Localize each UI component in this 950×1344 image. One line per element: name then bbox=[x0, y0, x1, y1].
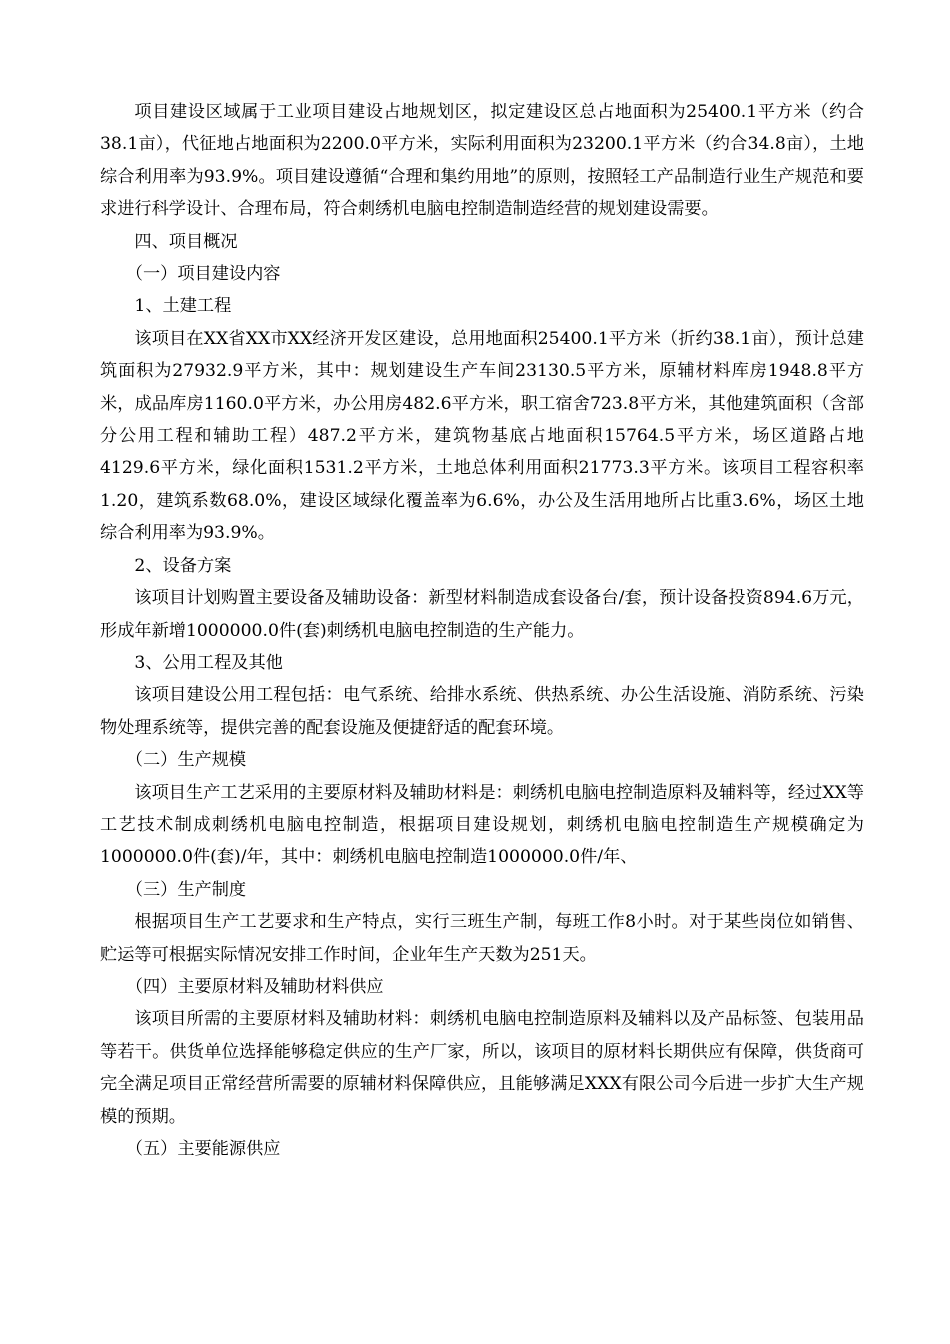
item-heading-equipment-plan: 2、设备方案 bbox=[134, 555, 232, 576]
item-heading-civil-engineering: 1、土建工程 bbox=[134, 296, 232, 317]
subsection-heading-energy-supply: （五）主要能源供应 bbox=[125, 1139, 281, 1159]
item-heading-public-works: 3、公用工程及其他 bbox=[134, 652, 283, 673]
paragraph-public-works: 该项目建设公用工程包括：电气系统、给排水系统、供热系统、办公生活设施、消防系统、污染物处理系统等，提供完善的配套设施及便捷舒适的配套环境。 bbox=[100, 685, 864, 738]
section-heading-project-overview: 四、项目概况 bbox=[134, 231, 238, 252]
paragraph-production-scale: 该项目生产工艺采用的主要原材料及辅助材料是：刺绣机电脑电控制造原料及辅料等，经过XX等工艺技术制成刺绣机电脑电控制造，根据项目建设规划，刺绣机电脑电控制造生产规模确定为1000000.0件(套)/年，其中：刺绣机电脑电控制造1000000.0件/年、 bbox=[100, 782, 864, 868]
paragraph-production-system: 根据项目生产工艺要求和生产特点，实行三班生产制，每班工作8小时。对于某些岗位如销售、贮运等可根据实际情况安排工作时间，企业年生产天数为251天。 bbox=[100, 912, 864, 965]
subsection-heading-production-system: （三）生产制度 bbox=[125, 879, 247, 900]
subsection-heading-production-scale: （二）生产规模 bbox=[125, 750, 247, 771]
paragraph-equipment-plan: 该项目计划购置主要设备及辅助设备：新型材料制造成套设备台/套，预计设备投资894.6万元，形成年新增1000000.0件(套)刺绣机电脑电控制造的生产能力。 bbox=[100, 588, 864, 641]
paragraph-raw-materials: 该项目所需的主要原材料及辅助材料：刺绣机电脑电控制造原料及辅料以及产品标签、包装用品等若干。供货单位选择能够稳定供应的生产厂家，所以，该项目的原材料长期供应有保障，供货商可完全满足项目正常经营所需要的原辅材料保障供应，且能够满足XXX有限公司今后进一步扩大生产规模的预期。 bbox=[100, 1009, 864, 1127]
subsection-heading-raw-materials: （四）主要原材料及辅助材料供应 bbox=[125, 976, 384, 997]
paragraph-civil-engineering: 该项目在XX省XX市XX经济开发区建设，总用地面积25400.1平方米（折约38.1亩），预计总建筑面积为27932.9平方米，其中：规划建设生产车间23130.5平方米，原辅材料库房1948.8平方米，成品库房1160.0平方米，办公用房482.6平方米，职工宿舍723.8平方米，其他建筑面积（含部分公用工程和辅助工程）487.2平方米，建筑物基底占地面积15764.5平方米，场区道路占地4129.6平方米，绿化面积1531.2平方米，土地总体利用面积21773.3平方米。该项目工程容积率1.20，建筑系数68.0%，建设区域绿化覆盖率为6.6%，办公及生活用地所占比重3.6%，场区土地综合利用率为93.9%。 bbox=[100, 328, 864, 544]
document-page bbox=[100, 96, 864, 1165]
subsection-heading-construction-content: （一）项目建设内容 bbox=[125, 264, 281, 285]
paragraph-land-use: 项目建设区域属于工业项目建设占地规划区，拟定建设区总占地面积为25400.1平方米（约合38.1亩），代征地占地面积为2200.0平方米，实际利用面积为23200.1平方米（约合34.8亩），土地综合利用率为93.9%。项目建设遵循“合理和集约用地”的原则，按照轻工产品制造行业生产规范和要求进行科学设计、合理布局，符合刺绣机电脑电控制造制造经营的规划建设需要。 bbox=[100, 102, 864, 220]
